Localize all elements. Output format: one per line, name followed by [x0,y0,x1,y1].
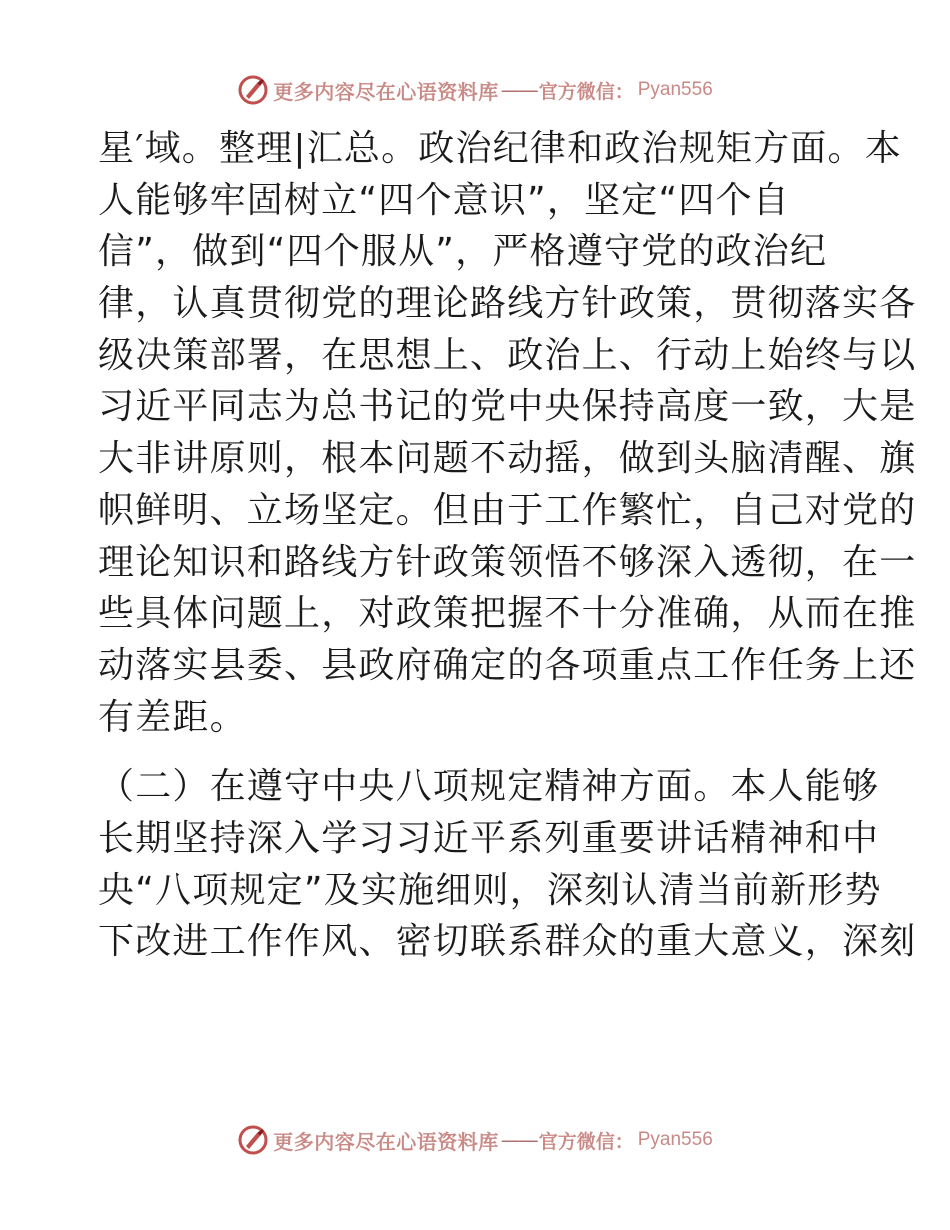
text-line: 大非讲原则，根本问题不动摇，做到头脑清醒、旗 [98,438,917,480]
text-line: （二）在遵守中央八项规定精神方面。本人能够 [98,766,880,808]
footer-brand: 更多内容尽在心语资料库 [273,1129,499,1154]
text-line: 级决策部署，在思想上、政治上、行动上始终与以 [98,334,917,376]
header-wechat-id: Pyan556 [637,79,713,100]
paragraph-discipline [98,123,917,743]
header-wechat-label: 官方微信： [538,80,634,103]
text-line: 律，认真贯彻党的理论路线方针政策，贯彻落实各 [98,283,917,325]
text-line: 动落实县委、县政府确定的各项重点工作任务上还 [98,644,917,686]
header-dash: —— [500,78,537,102]
footer-dash: —— [500,1128,537,1152]
paragraph-eight-rules [98,761,917,968]
text-line: 央“八项规定”及实施细则，深刻认清当前新形势 [98,869,882,911]
footer-watermark [0,1123,950,1157]
header-watermark [0,73,950,107]
footer-wechat-id: Pyan556 [637,1129,713,1150]
logo-icon [237,74,269,106]
text-line: 有差距。 [98,696,247,738]
text-line: 习近平同志为总书记的党中央保持高度一致，大是 [98,386,917,428]
text-line: 人能够牢固树立“四个意识”，坚定“四个自 [98,179,790,221]
footer-wechat-label: 官方微信： [538,1130,634,1153]
text-line: 些具体问题上，对政策把握不十分准确，从而在推 [98,593,917,635]
text-line: 下改进工作作风、密切联系群众的重大意义，深刻 [98,921,917,963]
logo-icon [237,1124,269,1156]
text-line: 理论知识和路线方针政策领悟不够深入透彻，在一 [98,541,917,583]
header-brand: 更多内容尽在心语资料库 [273,79,499,104]
text-line: 星′域。整理|汇总。政治纪律和政治规矩方面。本 [98,128,902,169]
text-line: 长期坚持深入学习习近平系列重要讲话精神和中 [98,817,880,859]
document-body [98,123,917,968]
text-line: 帜鲜明、立场坚定。但由于工作繁忙，自己对党的 [98,489,917,531]
text-line: 信”，做到“四个服从”，严格遵守党的政治纪 [98,231,828,273]
